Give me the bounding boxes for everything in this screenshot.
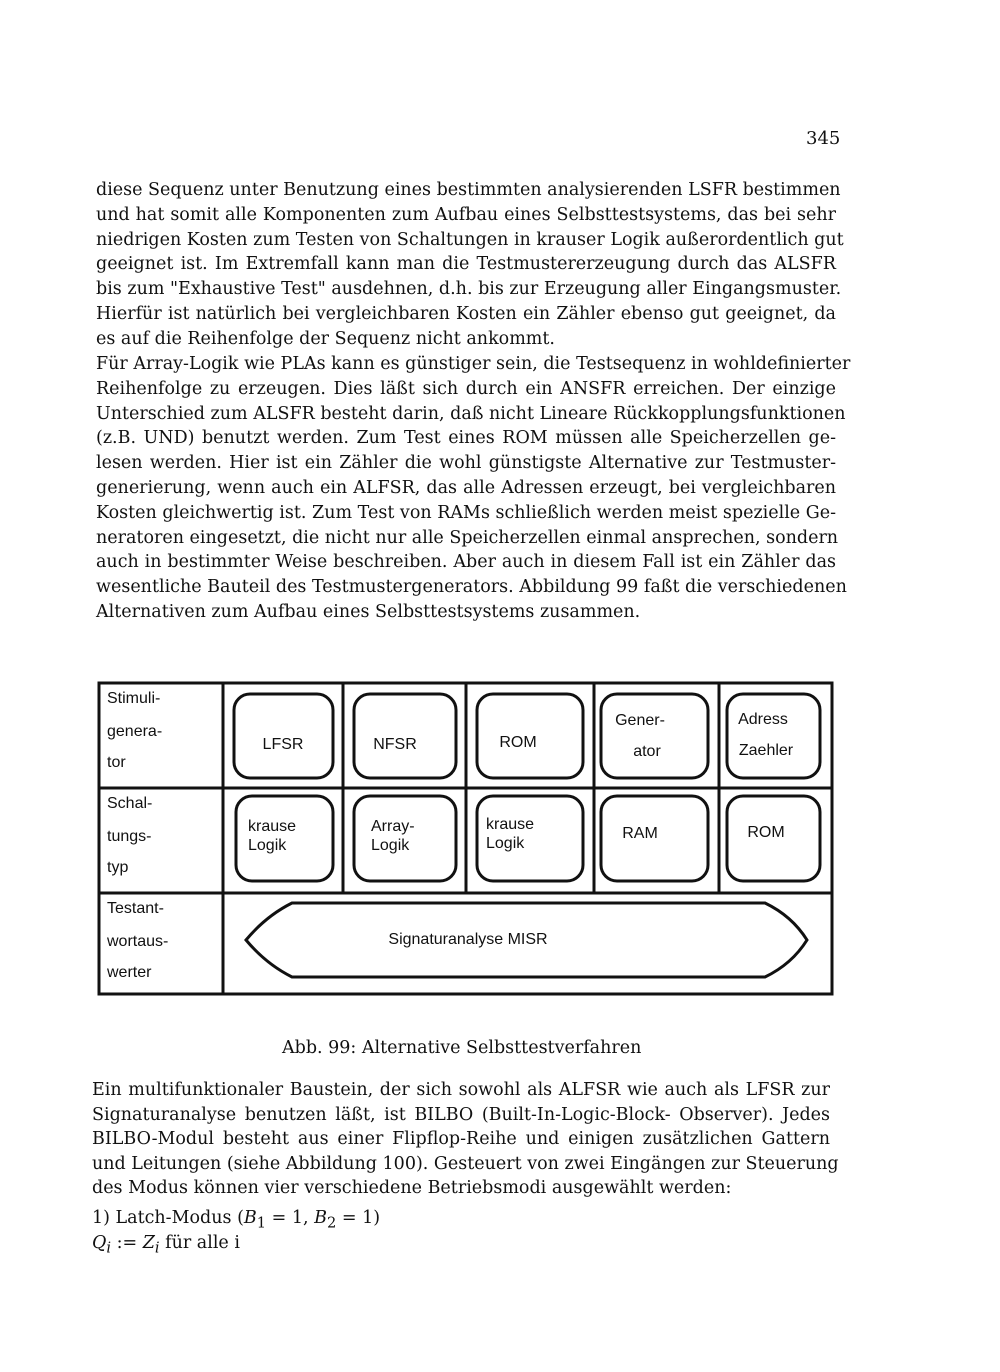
circuit-box-rom [727, 796, 820, 881]
figure-table-border [99, 683, 832, 994]
circuit-box-label: RAM [622, 825, 658, 842]
text-line: BILBO-Modul besteht aus einer Flipflop-Reihe und einigen zusätzlichen Gattern [92, 1129, 830, 1150]
signature-analysis-box [246, 903, 807, 977]
text-line: Alternativen zum Aufbau eines Selbsttestsystems zusammen. [96, 601, 641, 622]
text-line: und hat somit alle Komponenten zum Aufbau eines Selbsttestsystems, das bei sehr [96, 204, 836, 225]
text-line: des Modus können vier verschiedene Betriebsmodi ausgewählt werden: [92, 1178, 732, 1199]
row-label-circuit-type: Schal- [107, 795, 153, 812]
circuit-box-random-logic [477, 796, 583, 881]
generator-box-lfsr [234, 694, 333, 778]
math-var: B [243, 1208, 257, 1228]
text-line: Signaturanalyse benutzen läßt, ist BILBO (Built-In-Logic-Block- Observer). Jedes [92, 1104, 830, 1125]
math-var: Q [92, 1233, 107, 1253]
text-line: wesentliche Bauteil des Testmustergenerators. Abbildung 99 faßt die verschiedenen [96, 577, 847, 598]
text-line: auch in bestimmter Weise beschreiben. Aber auch in diesem Fall ist ein Zähler das [96, 552, 836, 573]
row-label-response-evaluator: wortaus- [107, 933, 169, 950]
math-var: B [314, 1208, 327, 1228]
text-line: diese Sequenz unter Benutzung eines bestimmten analysierenden LSFR bestimmen [96, 180, 841, 200]
circuit-box-label: Logik [486, 835, 525, 852]
paragraph-1 [96, 178, 844, 352]
text-line: Kosten gleichwertig ist. Zum Test von RAMs schließlich werden meist spezielle Ge- [96, 502, 836, 523]
generator-box-label: Adress [738, 711, 788, 728]
math-subscript: i [154, 1239, 160, 1257]
circuit-box-label: Logik [248, 837, 287, 854]
latch-formula [92, 1233, 240, 1257]
row-label-circuit-type: tungs- [107, 828, 152, 845]
text-line: Ein multifunktionaler Baustein, der sich sowohl als ALFSR wie auch als LFSR zur [92, 1080, 830, 1100]
math-text: für alle i [159, 1233, 240, 1253]
row-label-circuit-type: typ [107, 859, 129, 876]
text-line: (z.B. UND) benutzt werden. Zum Test eines ROM müssen alle Speicherzellen ge- [96, 428, 836, 449]
math-subscript: 1 [256, 1214, 267, 1232]
generator-box-label: Zaehler [738, 742, 794, 759]
math-subscript: 2 [327, 1214, 337, 1232]
generator-box-label: ROM [499, 734, 537, 751]
generator-box-nfsr [354, 694, 456, 778]
circuit-box-label: krause [486, 816, 535, 833]
math-text: = 1, [266, 1208, 315, 1228]
text-line: Unterschied zum ALSFR besteht darin, daß nicht Lineare Rückkopplungsfunktionen [96, 403, 846, 424]
text-line: Reihenfolge zu erzeugen. Dies läßt sich durch ein ANSFR erreichen. Der einzige [96, 378, 836, 399]
text-line: lesen werden. Hier ist ein Zähler die wohl günstigste Alternative zur Testmuster- [96, 453, 836, 474]
math-var: Z [142, 1233, 155, 1253]
text-line: generierung, wenn auch ein ALFSR, das alle Adressen erzeugt, bei vergleichbaren [96, 477, 836, 498]
circuit-box-label: ROM [747, 824, 785, 841]
circuit-box-ram [601, 796, 708, 881]
text-line: es auf die Reihenfolge der Sequenz nicht ankommt. [96, 328, 555, 349]
generator-box-address-counter [727, 694, 820, 778]
generator-box-label: NFSR [373, 736, 417, 753]
text-line: bis zum "Exhaustive Test" ausdehnen, d.h. bis zur Erzeugung aller Eingangsmuster. [96, 279, 842, 300]
text-line: Für Array-Logik wie PLAs kann es günstiger sein, die Testsequenz in wohldefinierter [96, 354, 851, 374]
paragraph-3 [92, 1078, 839, 1201]
row-label-stimuli: Stimuli- [107, 690, 161, 707]
circuit-box-array-logic [354, 796, 456, 881]
circuit-box-label: Array- [371, 818, 415, 835]
text-line: neratoren eingesetzt, die nicht nur alle Speicherzellen einmal ansprechen, sondern [96, 527, 839, 548]
paragraph-2 [96, 352, 851, 625]
circuit-box-random-logic [236, 796, 333, 881]
generator-box-label: Gener- [615, 712, 665, 729]
row-label-stimuli: genera- [107, 723, 163, 740]
signature-analysis-label: Signaturanalyse MISR [388, 931, 548, 948]
row-label-stimuli: tor [107, 754, 126, 771]
math-text: := [111, 1233, 143, 1253]
mode-label: 1) Latch-Modus ( [92, 1208, 244, 1228]
figure-caption: Abb. 99: Alternative Selbsttestverfahren [282, 1038, 642, 1058]
text-line: Hierfür ist natürlich bei vergleichbaren Kosten ein Zähler ebenso gut geeignet, da [96, 303, 836, 324]
generator-box-generator [601, 694, 708, 778]
circuit-box-label: krause [248, 818, 297, 835]
text-line: niedrigen Kosten zum Testen von Schaltungen in krauser Logik außerordentlich gut [96, 229, 844, 250]
row-label-response-evaluator: Testant- [107, 900, 164, 917]
generator-box-label: LFSR [262, 736, 304, 753]
generator-box-label: ator [633, 743, 661, 760]
text-line: geeignet ist. Im Extremfall kann man die Testmustererzeugung durch das ALSFR [96, 254, 836, 275]
generator-box-rom [477, 694, 583, 778]
math-text: = 1) [336, 1208, 381, 1228]
row-label-response-evaluator: werter [107, 964, 152, 981]
math-subscript: i [106, 1239, 112, 1257]
page-number: 345 [806, 128, 841, 149]
text-line: und Leitungen (siehe Abbildung 100). Gesteuert von zwei Eingängen zur Steuerung [92, 1153, 839, 1174]
latch-mode-line [92, 1208, 380, 1232]
circuit-box-label: Logik [371, 837, 410, 854]
